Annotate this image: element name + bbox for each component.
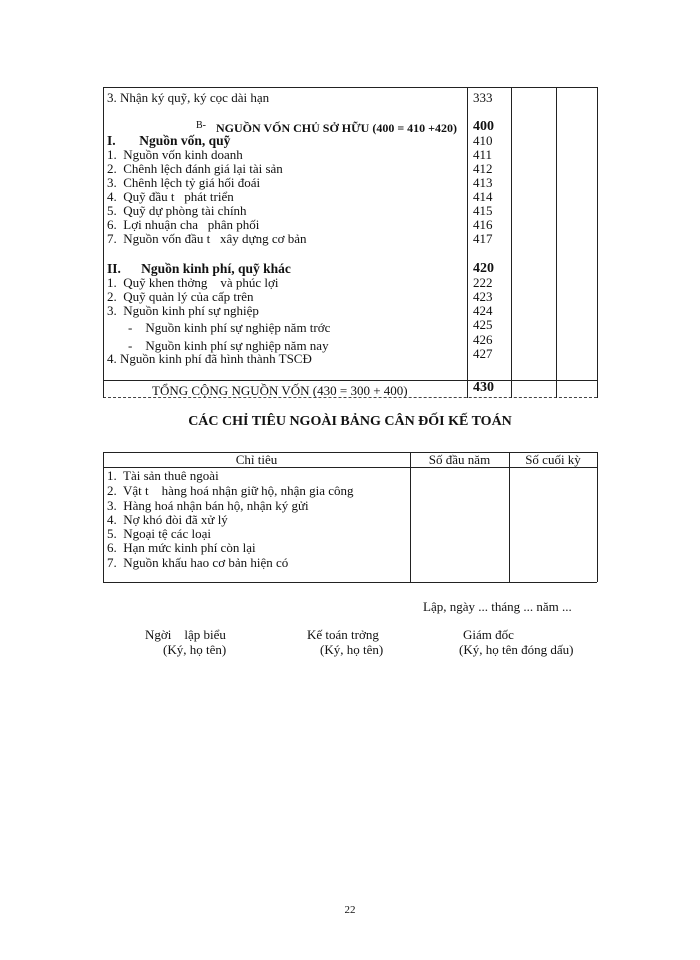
group-ii-label: II. Nguồn kinh phí, quỹ khác	[107, 261, 291, 276]
row-code: 425	[473, 317, 493, 332]
list-item: 1. Quỹ khen thởng và phúc lợi	[107, 275, 279, 290]
row-code: 424	[473, 303, 493, 318]
off-balance-title: CÁC CHỈ TIÊU NGOÀI BẢNG CÂN ĐỐI KẾ TOÁN	[188, 414, 512, 429]
list-item: 1. Tài sản thuê ngoài	[107, 468, 219, 483]
group-ii-code: 420	[473, 261, 494, 276]
signer-role: Giám đốc	[463, 627, 514, 642]
list-item: 1. Nguồn vốn kinh doanh	[107, 147, 243, 162]
list-item: 3. Nguồn kinh phí sự nghiệp	[107, 303, 259, 318]
list-item: 7. Nguồn khấu hao cơ bản hiện có	[107, 555, 289, 570]
col-border	[597, 452, 598, 582]
list-item: 3. Chênh lệch tỷ giá hối đoái	[107, 175, 261, 190]
date-line: Lập, ngày ... tháng ... năm ...	[423, 599, 572, 614]
col-border	[103, 452, 104, 582]
signer-role: Kế toán trởng	[307, 627, 379, 642]
row-code: 417	[473, 231, 493, 246]
row-code: 414	[473, 189, 493, 204]
row-code: 222	[473, 275, 493, 290]
row-code: 333	[473, 90, 493, 105]
list-item: 6. Hạn mức kinh phí còn lại	[107, 540, 256, 555]
row-code: 427	[473, 346, 493, 361]
list-item: 5. Ngoại tệ các loại	[107, 526, 211, 541]
section-b-label: NGUỒN VỐN CHỦ SỞ HỮU (400 = 410 +420)	[216, 121, 458, 135]
row-label: 3. Nhận ký quỹ, ký cọc dài hạn	[107, 90, 270, 105]
total-row-border	[103, 380, 597, 381]
col-border	[467, 87, 468, 398]
total-code: 430	[473, 380, 494, 395]
table-top-border	[103, 87, 597, 88]
row-code: 412	[473, 161, 493, 176]
row-code: 411	[473, 147, 493, 162]
list-item: 3. Hàng hoá nhận bán hộ, nhận ký gửi	[107, 498, 309, 513]
col-border	[511, 87, 512, 398]
list-item: 5. Quỹ dự phòng tài chính	[107, 203, 247, 218]
list-item: 4. Quỹ đầu t phát triển	[107, 189, 234, 204]
list-item: 4. Nợ khó đòi đã xử lý	[107, 512, 228, 527]
table-bottom-border	[103, 582, 597, 583]
group-i-label: I. Nguồn vốn, quỹ	[107, 133, 231, 148]
page-number: 22	[344, 904, 356, 916]
section-b-code: 400	[473, 119, 494, 134]
list-item: 6. Lợi nhuận cha phân phối	[107, 217, 260, 232]
row-code: 413	[473, 175, 493, 190]
list-item: - Nguồn kinh phí sự nghiệp năm trớc	[128, 320, 331, 335]
column-header: Số cuối kỳ	[525, 452, 581, 467]
col-border	[597, 87, 598, 398]
list-item: - Nguồn kinh phí sự nghiệp năm nay	[128, 338, 329, 353]
col-border	[556, 87, 557, 398]
signer-role: Ngời lập biểu	[145, 627, 226, 642]
signer-note: (Ký, họ tên)	[163, 642, 227, 657]
list-item: 2. Vật t hàng hoá nhận giữ hộ, nhận gia công	[107, 483, 354, 498]
col-border	[509, 452, 510, 582]
group-i-code: 410	[473, 133, 493, 148]
signer-note: (Ký, họ tên)	[320, 642, 384, 657]
list-item: 4. Nguồn kinh phí đã hình thành TSCĐ	[107, 351, 312, 366]
row-code: 423	[473, 289, 493, 304]
signer-note: (Ký, họ tên đóng dấu)	[459, 642, 574, 657]
section-prefix: B-	[196, 120, 206, 131]
column-header: Chỉ tiêu	[235, 452, 278, 467]
total-label: TỔNG CỘNG NGUỒN VỐN (430 = 300 + 400)	[152, 383, 408, 398]
row-code: 416	[473, 217, 493, 232]
list-item: 7. Nguồn vốn đầu t xây dựng cơ bản	[107, 231, 307, 246]
col-border	[410, 452, 411, 582]
row-code: 415	[473, 203, 493, 218]
list-item: 2. Quỹ quản lý của cấp trên	[107, 289, 254, 304]
column-header: Số đầu năm	[428, 452, 491, 467]
col-border	[103, 87, 104, 398]
row-code: 426	[473, 332, 493, 347]
list-item: 2. Chênh lệch đánh giá lại tài sản	[107, 161, 283, 176]
